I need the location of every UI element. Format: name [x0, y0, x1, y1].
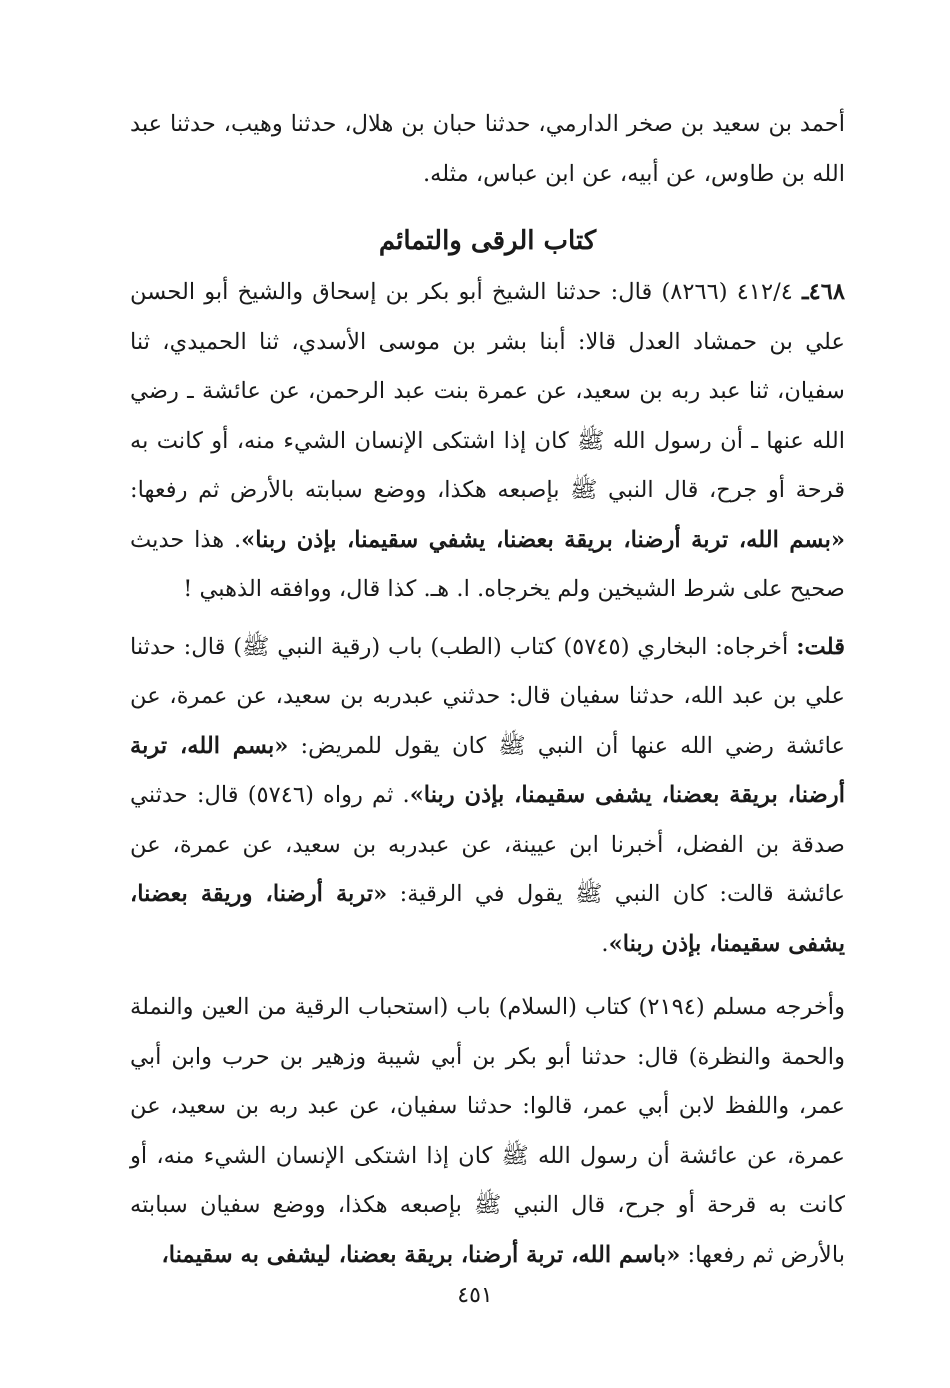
- section-title: كتاب الرقى والتمائم: [378, 226, 597, 256]
- hadith-number: ٤٦٨ـ: [801, 279, 845, 305]
- page-number: ٤٥١: [457, 1283, 493, 1308]
- hadith-paragraph: [130, 268, 845, 615]
- comment-lead: قلت:: [796, 633, 845, 660]
- hadith-quote: «بسم الله، تربة أرضنا، بريقة بعضنا، يشفي سقيمنا، بإذن ربنا»: [241, 526, 845, 553]
- hadith-text-end: . هذا حديث صحيح على شرط الشيخين ولم يخرجاه. ا. هـ. كذا قال، ووافقه الذهبي !: [130, 526, 845, 602]
- page-body: [130, 100, 845, 1280]
- comment-1-text-end: .: [601, 930, 609, 957]
- comment-1-quote: «بسم الله، تربة أرضنا، بريقة بعضنا، يشفى سقيمنا، بإذن ربنا»: [130, 732, 845, 808]
- comment-paragraph-2: [130, 983, 845, 1280]
- comment-1-text-2: . ثم رواه (٥٧٤٦) قال: حدثني صدقة بن الفضل، أخبرنا ابن عيينة، عن عبدربه بن سعيد، عن عمرة، عن عائشة قالت: كان النبي ﷺ يقول في الرقية:: [130, 782, 845, 907]
- comment-1-quote-2: «تربة أرضنا، وريقة بعضنا، يشفى سقيمنا، بإذن ربنا»: [130, 881, 845, 957]
- comment-paragraph-1: [130, 623, 845, 970]
- comment-1-text: أخرجاه: البخاري (٥٧٤٥) كتاب (الطب) باب (رقية النبي ﷺ) قال: حدثنا علي بن عبد الله، حدثنا سفيان قال: حدثني عبدربه بن سعيد، عن عمرة، عن عائشة رضي الله عنها أن النبي ﷺ كان يقول للمريض:: [130, 633, 845, 759]
- hadith-reference: ٤١٢/٤ (٨٢٦٦): [661, 279, 793, 305]
- comment-2-quote: «باسم الله، تربة أرضنا، بريقة بعضنا، ليشفى به سقيمنا،: [161, 1241, 681, 1268]
- intro-paragraph: أحمد بن سعيد بن صخر الدارمي، حدثنا حبان بن هلال، حدثنا وهيب، حدثنا عبد الله بن طاوس، عن أبيه، عن ابن عباس، مثله.: [130, 111, 845, 187]
- hadith-text: قال: حدثنا الشيخ أبو بكر بن إسحاق والشيخ أبو الحسن علي بن حمشاد العدل قالا: أبنا بشر بن موسى الأسدي، ثنا الحميدي، ثنا سفيان، ثنا عبد ربه بن سعيد، عن عمرة بنت عبد الرحمن، عن عائشة ـ رضي الله عنها ـ أن رسول الله ﷺ كان إذا اشتكى الإنسان الشيء منه، أو كانت به قرحة أو جرح، قال النبي ﷺ بإصبعه هكذا، ووضع سبابته بالأرض ثم رفعها:: [130, 279, 845, 503]
- comment-2-text: وأخرجه مسلم (٢١٩٤) كتاب (السلام) باب (استحباب الرقية من العين والنملة والحمة والنظرة) قال: حدثنا أبو بكر بن أبي شيبة وزهير بن حرب وابن أبي عمر، واللفظ لابن أبي عمر، قالوا: حدثنا سفيان، عن عبد ربه بن سعيد، عن عمرة، عن عائشة أن رسول الله ﷺ كان إذا اشتكى الإنسان الشيء منه، أو كانت به قرحة أو جرح، قال النبي ﷺ بإصبعه هكذا، ووضع سفيان سبابته بالأرض ثم رفعها:: [130, 994, 845, 1268]
